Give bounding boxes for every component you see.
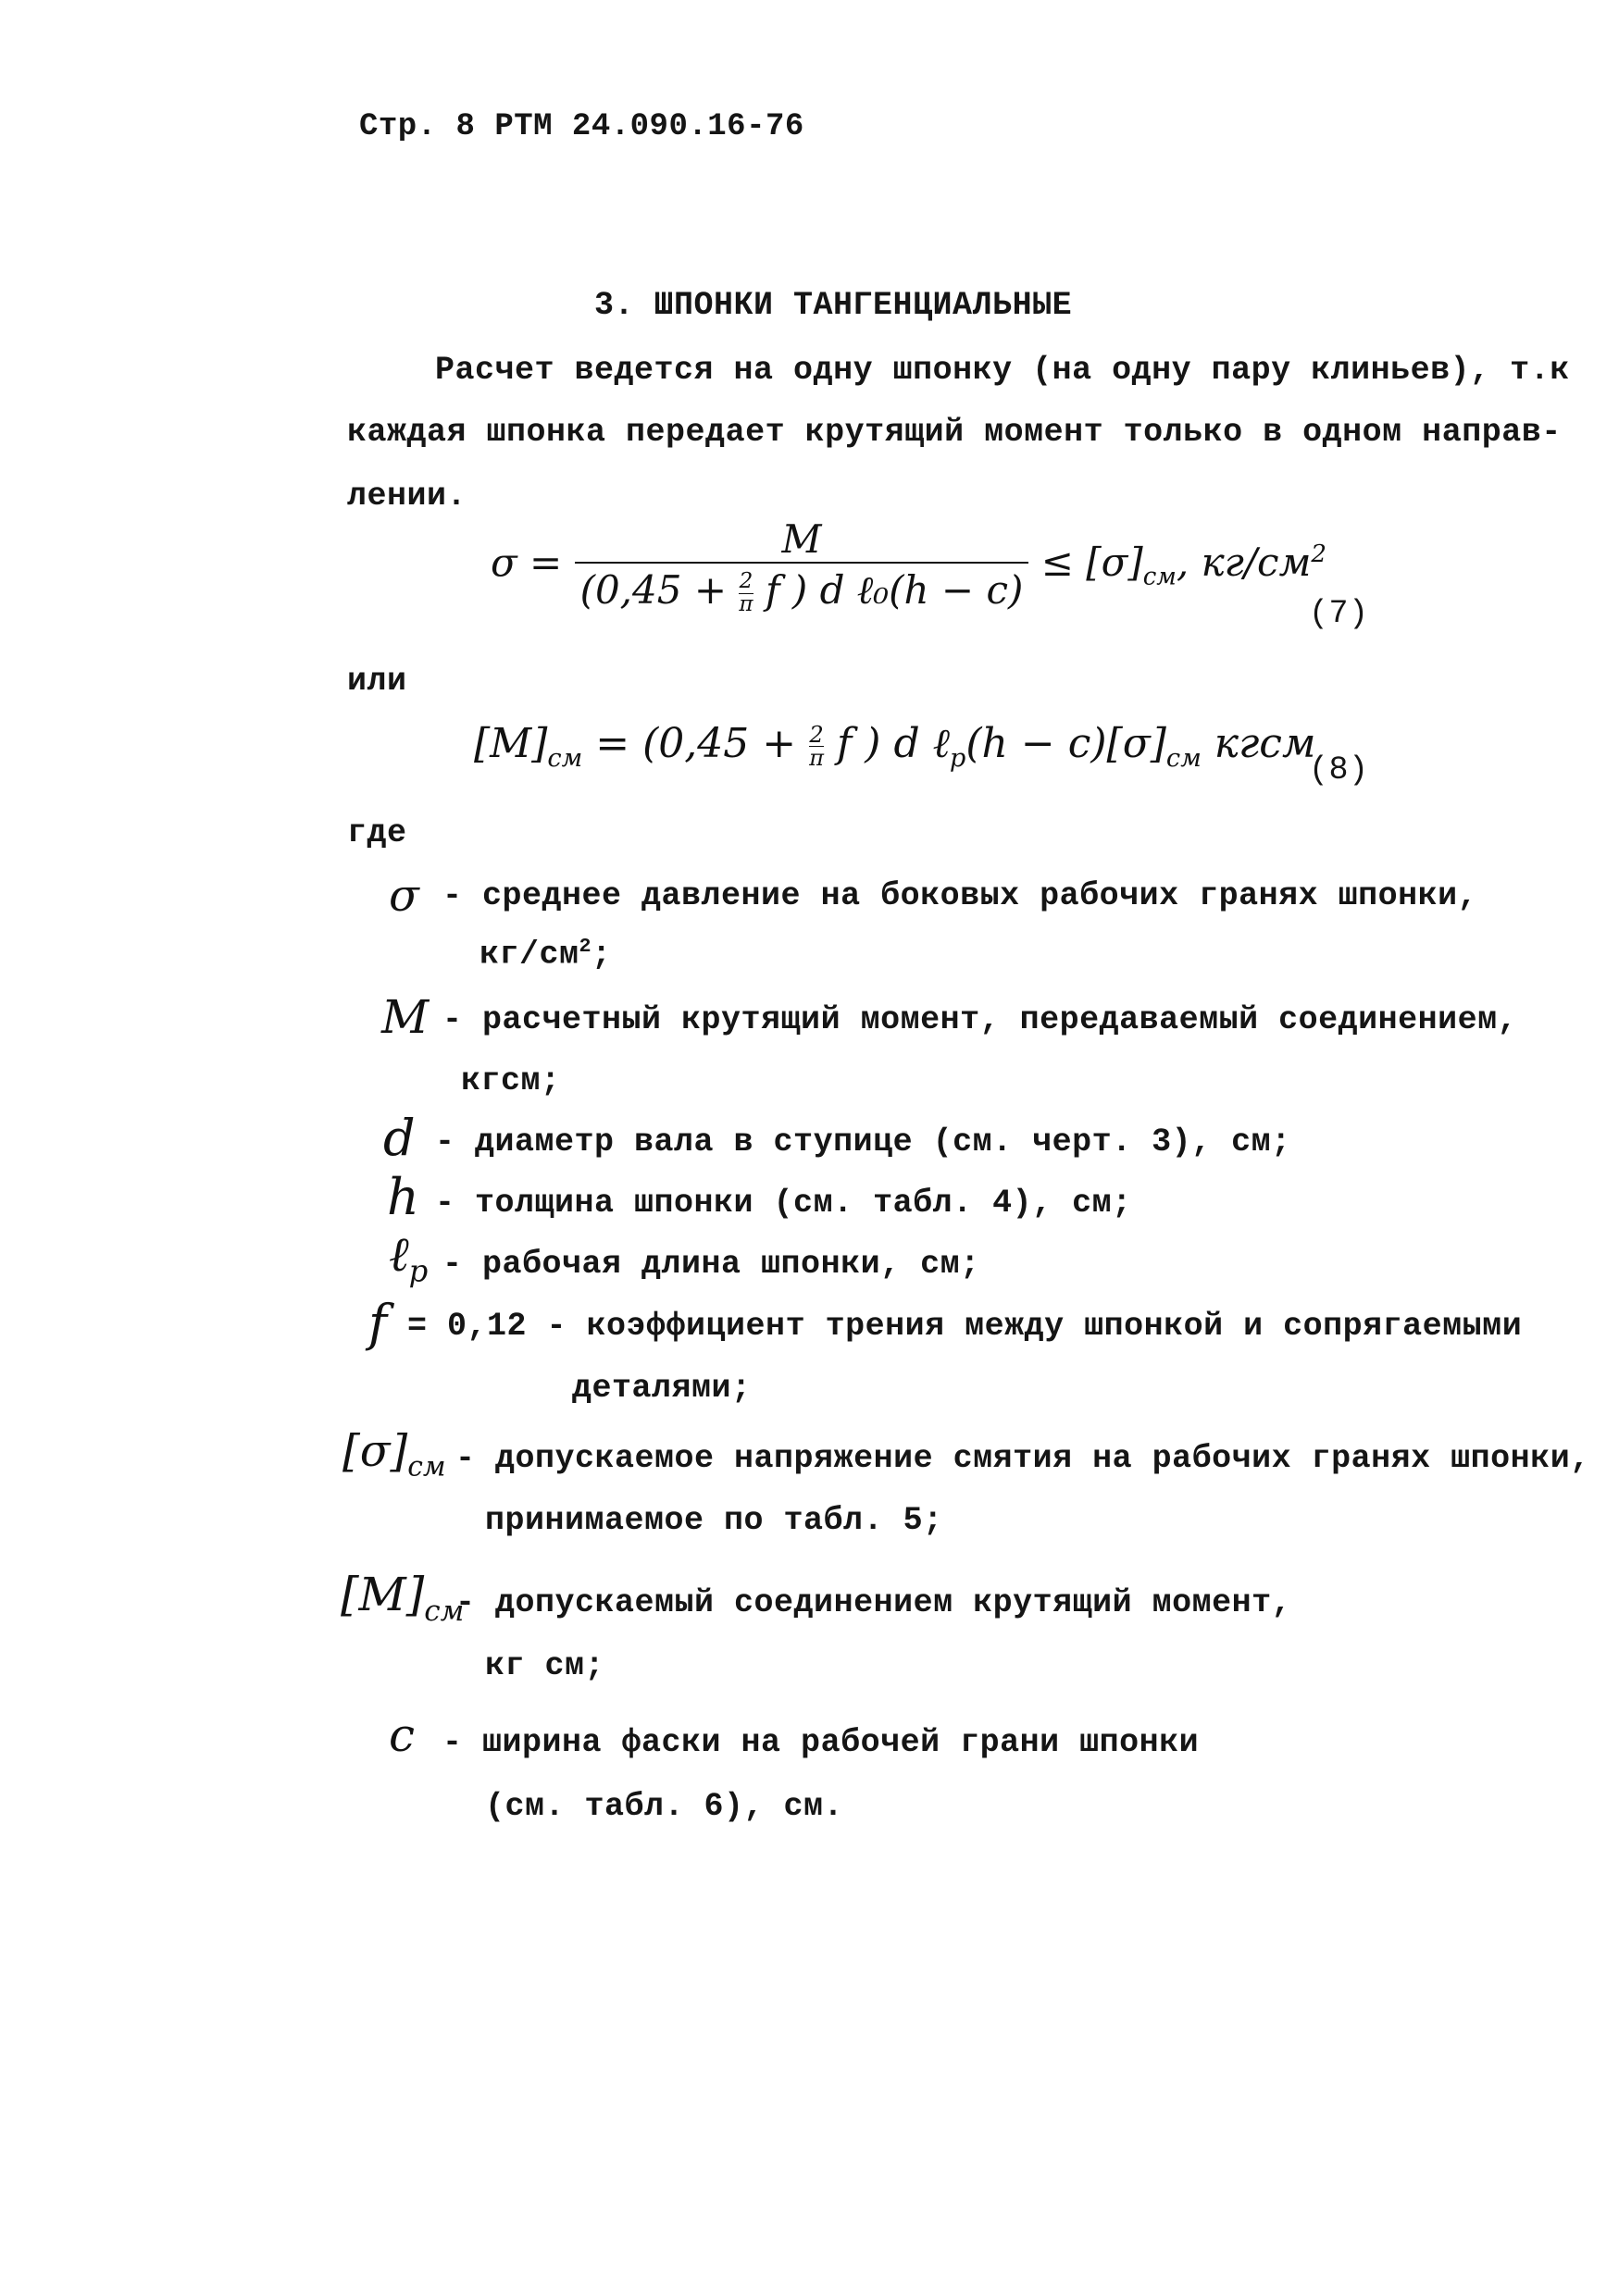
intro-line-1: Расчет ведется на одну шпонку (на одну пару клиньев), т.к: [435, 352, 1570, 389]
def-c-line-2: (см. табл. 6), см.: [485, 1788, 844, 1825]
def-M-line-2: кгсм;: [461, 1062, 561, 1099]
def-sigma-line-1: - среднее давление на боковых рабочих гранях шпонки,: [442, 877, 1478, 914]
or-word: или: [347, 663, 407, 700]
def-M-line-1: - расчетный крутящий момент, передаваемый соединением,: [442, 1001, 1518, 1038]
def-f-line-2: деталями;: [572, 1370, 752, 1407]
def-c-symbol: c: [389, 1708, 416, 1762]
section-title: 3. ШПОНКИ ТАНГЕНЦИАЛЬНЫЕ: [594, 287, 1073, 324]
def-lp-symbol: ℓ$_р$: [389, 1227, 429, 1289]
formula-7-fraction: [575, 516, 1029, 615]
def-c-line-1: - ширина фаски на рабочей грани шпонки: [442, 1724, 1200, 1761]
def-M-cm-symbol: $[M]_{см}$: [341, 1568, 465, 1628]
formula-7-number: (7): [1309, 595, 1369, 632]
formula-7-lhs: σ =: [491, 540, 563, 586]
def-d-line-1: - диаметр вала в ступице (см. черт. 3), см;: [435, 1123, 1291, 1160]
def-M-cm-line-2: кг см;: [485, 1647, 605, 1684]
formula-7-numerator: M: [781, 516, 822, 562]
def-f-symbol: f: [368, 1294, 387, 1352]
def-M-symbol: M: [381, 990, 430, 1044]
formula-7-rhs: ≤ $[\sigma]_{см}$, $кг/см^2$: [1040, 540, 1326, 591]
where-word: где: [347, 814, 407, 851]
def-h-symbol: h: [387, 1168, 419, 1226]
formula-7: [491, 516, 1326, 615]
formula-7-denominator: (0,45 + $\frac{2}{\pi}$ f ) d ℓ₀(h − c): [575, 562, 1029, 615]
def-sigma-cm-line-1: - допускаемое напряжение смятия на рабочих гранях шпонки,: [455, 1440, 1590, 1477]
def-sigma-symbol: σ: [389, 870, 419, 922]
def-sigma-cm-symbol: $[\sigma]_{см}$: [342, 1425, 446, 1483]
def-f-line-1: = 0,12 - коэффициент трения между шпонкой и сопрягаемыми: [407, 1308, 1523, 1345]
formula-8: $[M]_{см} = (0,45$ + $\frac{2}{\pi}$ f ) d ℓ$_р$(h − $c)[\sigma]_{см}$ кгсм: [474, 720, 1316, 773]
page-header: Стр. 8 РТМ 24.090.16-76: [359, 109, 804, 144]
def-M-cm-line-1: - допускаемый соединением крутящий момент,: [455, 1584, 1292, 1621]
intro-line-2: каждая шпонка передает крутящий момент только в одном направ-: [347, 414, 1562, 451]
def-sigma-cm-line-2: принимаемое по табл. 5;: [485, 1502, 943, 1539]
intro-line-3: лении.: [347, 478, 467, 515]
formula-8-number: (8): [1309, 751, 1369, 788]
def-sigma-line-2: $кг/см^2$;: [479, 935, 612, 974]
def-d-symbol: d: [383, 1109, 416, 1167]
def-lp-line-1: - рабочая длина шпонки, см;: [442, 1246, 980, 1283]
def-h-line-1: - толщина шпонки (см. табл. 4), см;: [435, 1185, 1132, 1222]
